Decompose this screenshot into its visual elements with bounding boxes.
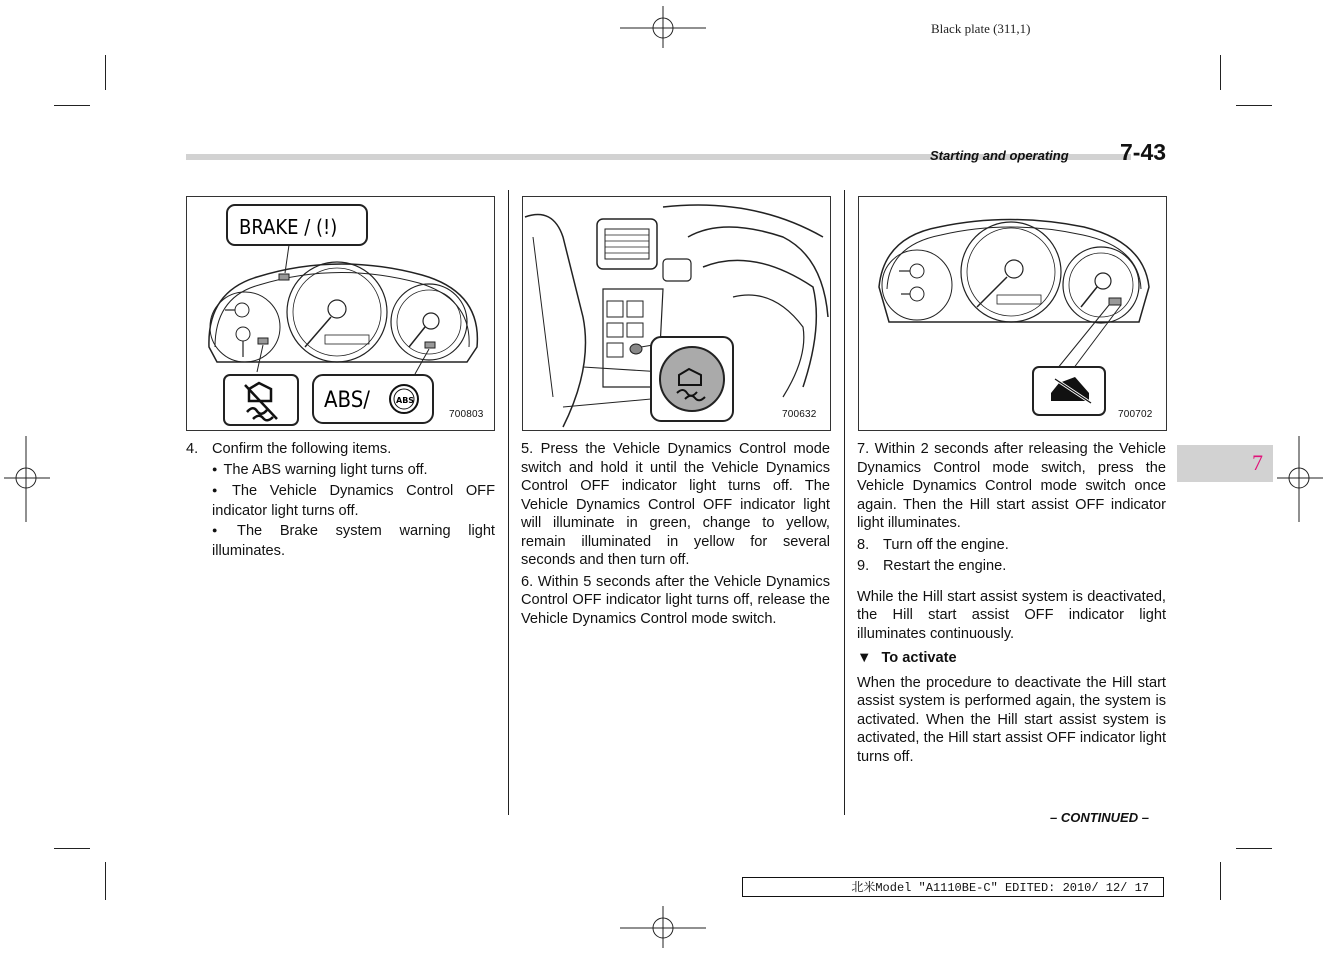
- crop-mark: [105, 862, 106, 900]
- crop-mark: [54, 105, 90, 106]
- crop-mark: [105, 55, 106, 90]
- abs-badge: ABS: [396, 396, 415, 405]
- registration-mark-right: [1277, 436, 1323, 522]
- column-1-text: [186, 440, 495, 562]
- registration-mark-left: [4, 436, 50, 522]
- chapter-tab-number: 7: [1252, 450, 1263, 475]
- abs-warning-icon: [390, 385, 418, 413]
- step-text: Confirm the following items.: [212, 441, 392, 457]
- column-2-text: [521, 440, 830, 628]
- plate-label: Black plate (311,1): [931, 21, 1031, 36]
- paragraph: When the procedure to deactivate the Hill start assist system is performed again, the system is activated. When the Hill start assist system is activated, the Hill start assist OFF indicator light turns off.: [857, 674, 1166, 765]
- step-6: 6. Within 5 seconds after the Vehicle Dynamics Control OFF indicator light turns off, release the Vehicle Dynamics Control mode switch.: [521, 573, 830, 627]
- figure-meter-warnings: [186, 196, 495, 431]
- step-number: 8.: [857, 536, 870, 553]
- continued-label: – CONTINUED –: [1050, 810, 1149, 825]
- paragraph: While the Hill start assist system is deactivated, the Hill start assist OFF indicator light illuminates continuously.: [857, 588, 1166, 642]
- step-text: Restart the engine.: [883, 558, 1007, 574]
- abs-callout: ABS/: [324, 388, 370, 413]
- crop-mark: [1236, 105, 1272, 106]
- crop-mark: [1220, 862, 1221, 900]
- subheading-text: To activate: [881, 650, 957, 666]
- step-5: 5. Press the Vehicle Dynamics Control mode switch and hold it until the Vehicle Dynamics Control OFF indicator light turns off. The Vehicle Dynamics Control OFF indicator light will illuminate in green, change to yellow, remain illuminated in yellow for several seconds and then turn off.: [521, 441, 830, 568]
- figure-hill-start-indicator: [858, 196, 1167, 431]
- registration-mark-bottom: [620, 906, 710, 950]
- column-divider: [844, 190, 845, 815]
- brake-callout: BRAKE / (!): [239, 215, 338, 239]
- step-number: 9.: [857, 558, 870, 574]
- step-4: [186, 440, 495, 459]
- figure-dashboard-switch: [522, 196, 831, 431]
- step-9: [857, 557, 1166, 576]
- crop-mark: [54, 848, 90, 849]
- column-divider: [508, 190, 509, 815]
- bullet-item: ● The ABS warning light turns off.: [186, 461, 495, 481]
- column-3-text: [857, 440, 1166, 766]
- page-number: 7-43: [1120, 139, 1167, 165]
- step-text: Turn off the engine.: [883, 536, 1009, 553]
- bullet-item: ● The Brake system warning light illuminates.: [186, 522, 495, 560]
- step-number: 4.: [186, 441, 199, 457]
- figure-code: 700803: [449, 409, 484, 420]
- meter-cluster-illustration: [187, 197, 494, 430]
- bullet-item: ● The Vehicle Dynamics Control OFF indicator light turns off.: [186, 482, 495, 520]
- section-title: Starting and operating: [930, 148, 1069, 163]
- triangle-marker-icon: ▼: [857, 650, 872, 666]
- dashboard-illustration: [523, 197, 830, 430]
- subheading: [857, 649, 1166, 668]
- figure-code: 700632: [782, 409, 817, 420]
- meter-cluster-illustration: [859, 197, 1166, 430]
- crop-mark: [1236, 848, 1272, 849]
- registration-mark-top: [620, 4, 710, 48]
- step-8: [857, 536, 1166, 555]
- crop-mark: [1220, 55, 1221, 90]
- step-7: 7. Within 2 seconds after releasing the Vehicle Dynamics Control mode switch, press the Vehicle Dynamics Control mode switch once again. Then the Hill start assist OFF indicator light illuminates.: [857, 441, 1166, 531]
- footer-edit-stamp: 北米Model "A1110BE-C" EDITED: 2010/ 12/ 17: [742, 877, 1164, 897]
- figure-code: 700702: [1118, 409, 1153, 420]
